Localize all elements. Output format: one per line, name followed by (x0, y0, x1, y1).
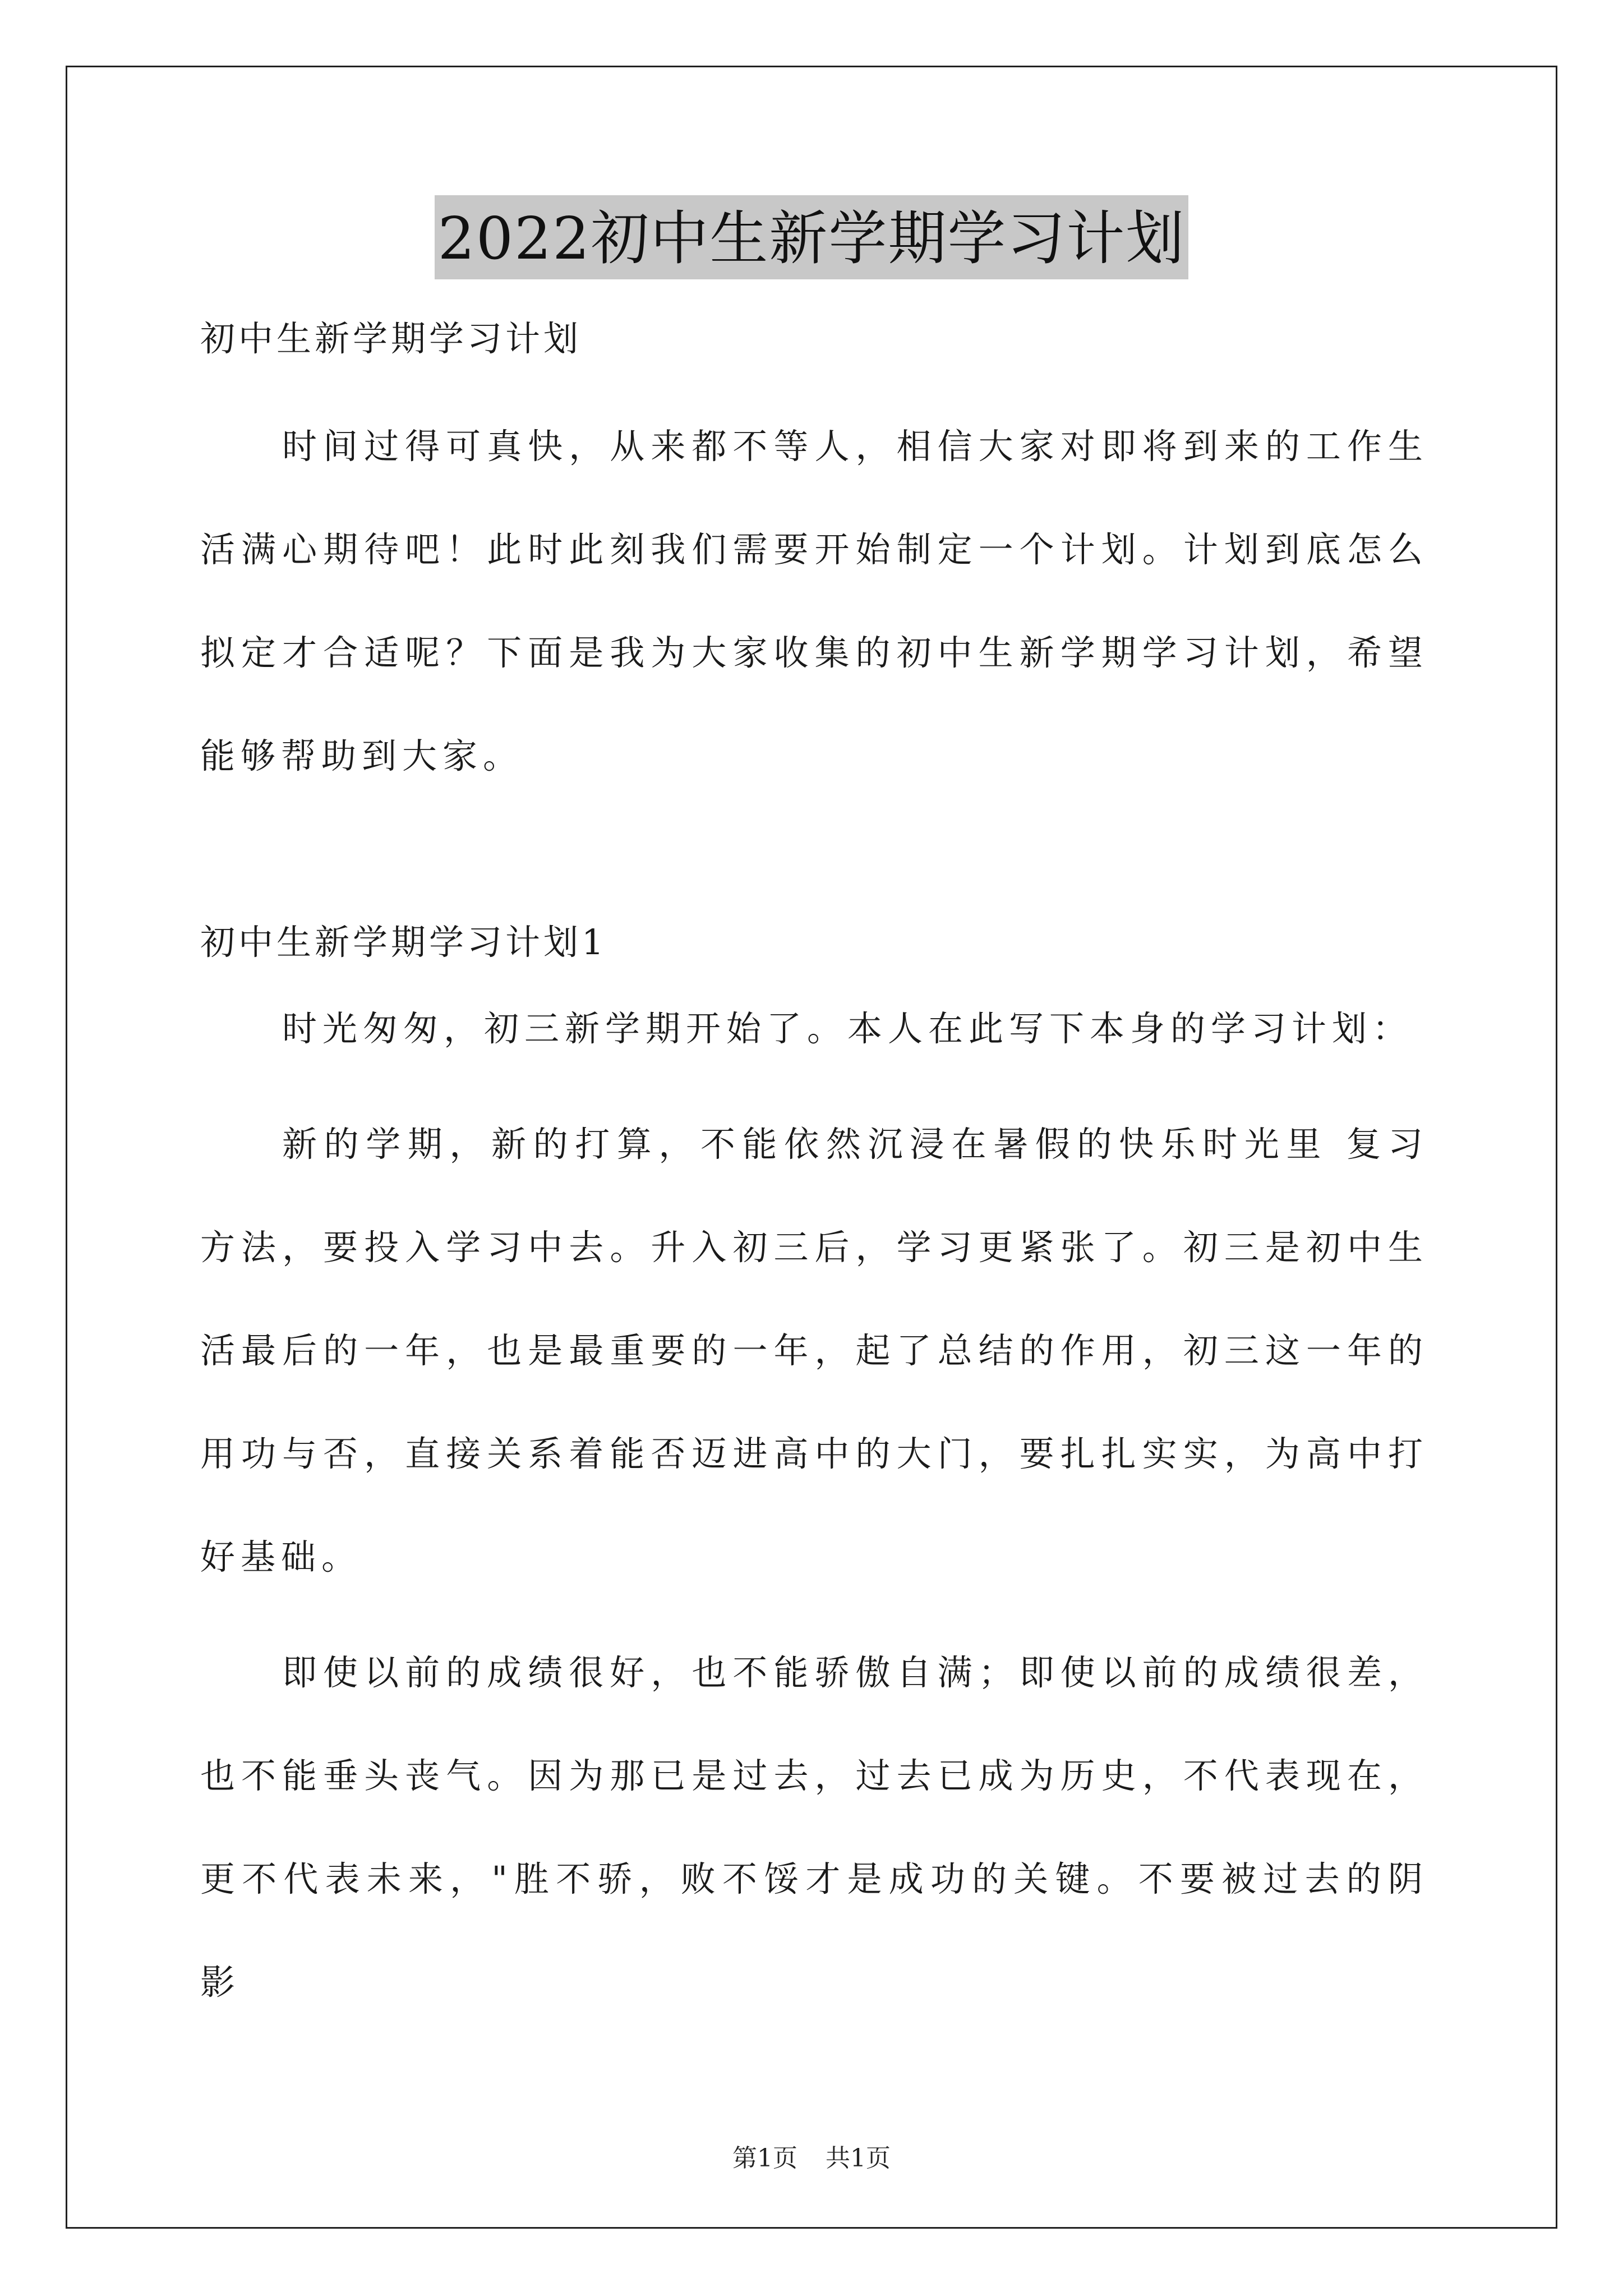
body-paragraph-1: 时光匆匆，初三新学期开始了。本人在此写下本身的学习计划： (282, 1008, 1413, 1049)
body-paragraph-3: 即使以前的成绩很好，也不能骄傲自满；即使以前的成绩很差，也不能垂头丧气。因为那已是过去，过去已成为历史，不代表现在，更不代表未来，"胜不骄，败不馁才是成功的关键。不要被过去的阴影 (200, 1652, 1428, 2003)
body-paragraph-2: 新的学期，新的打算，不能依然沉浸在暑假的快乐时光里 复习方法，要投入学习中去。升入初三后，学习更紧张了。初三是初中生活最后的一年，也是最重要的一年，起了总结的作用，初三这一年的用功与否，直接关系着能否迈进高中的大门，要扎扎实实，为高中打好基础。 (200, 1124, 1428, 1577)
document-subtitle: 初中生新学期学习计划 (200, 318, 582, 359)
section-heading: 初中生新学期学习计划1 (200, 922, 607, 963)
document-title: 2022初中生新学期学习计划 (435, 195, 1189, 279)
intro-paragraph: 时间过得可真快，从来都不等人，相信大家对即将到来的工作生活满心期待吧！此时此刻我们需要开始制定一个计划。计划到底怎么拟定才合适呢？下面是我为大家收集的初中生新学期学习计划，希望能够帮助到大家。 (200, 426, 1428, 776)
title-container (0, 195, 1623, 279)
document-body (200, 303, 1428, 2034)
page-total: 共1页 (826, 2144, 891, 2173)
page-footer (0, 2142, 1623, 2175)
page-number: 第1页 (732, 2144, 797, 2173)
